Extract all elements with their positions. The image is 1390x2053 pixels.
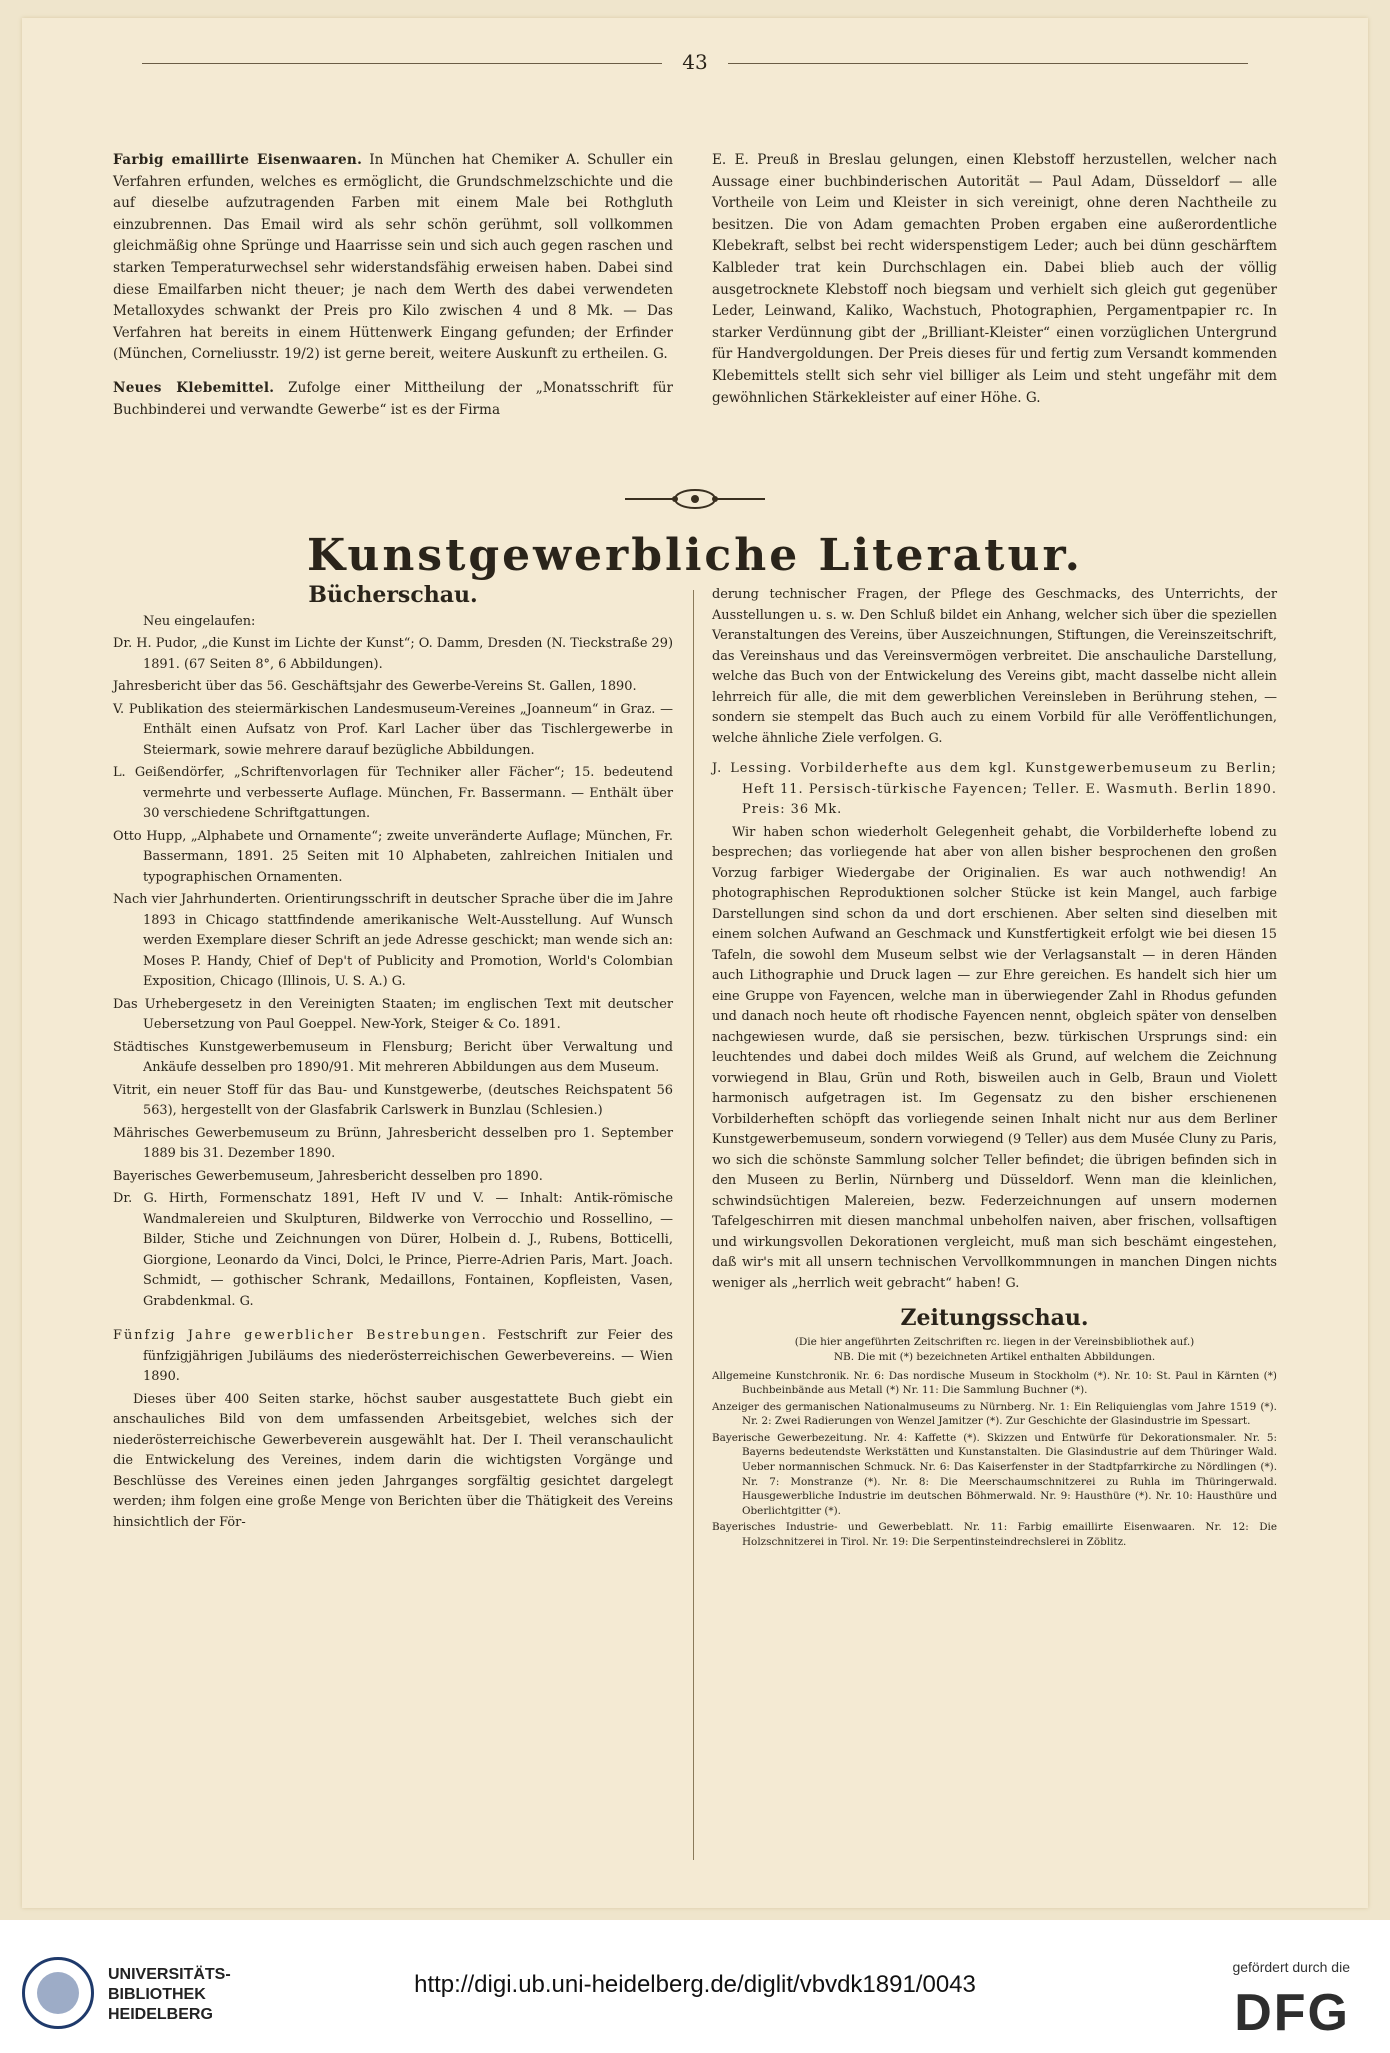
permalink-url[interactable]: http://digi.ub.uni-heidelberg.de/diglit/vbvdk1891/0043: [414, 1971, 976, 1998]
book-entry: Nach vier Jahrhunderten. Orientirungsschrift in deutscher Sprache über die im Jahre 1893 in Chicago stattfindende amerikanische Welt-Ausstellung. Auf Wunsch werden Exemplare dieser Schrift an jede Adresse geschickt; man wende sich an: Moses P. Handy, Chief of Dep't of Publicity and Promotion, World's Colombian Exposition, Chicago (Illinois, U. S. A.) G.: [113, 892, 673, 989]
rule-right: [728, 63, 1248, 64]
zeitungsschau-note: (Die hier angeführten Zeitschriften rc. liegen in der Vereinsbibliothek auf.): [794, 1335, 1195, 1348]
book-entry: Bayerisches Gewerbemuseum, Jahresbericht desselben pro 1890.: [113, 1168, 543, 1184]
book-title: Fünfzig Jahre gewerblicher Bestrebungen.: [113, 1328, 488, 1343]
footer-bar: [0, 1935, 1390, 2053]
journal-entry: Bayerische Gewerbezeitung. Nr. 4: Kaffette (*). Skizzen und Entwürfe für Dekorationsmaler. Nr. 5: Bayerns bedeutendste Werkstätten und Kunstanstalten. Die Glasindustrie auf dem Thüringer Wald. Ueber normannischen Schmuck. Nr. 6: Das Kaiserfenster in der Stadtpfarrkirche zu Nördlingen (*). Nr. 7: Monstranze (*). Nr. 8: Die Meerschaumschnitzerei zu Ruhla im Thüringerwald. Hausgewerbliche Industrie im deutschen Böhmerwald. Nr. 9: Hausthüre (*). Nr. 10: Hausthüre und Oberlichtgitter (*).: [712, 1431, 1277, 1517]
column-buecherschau: [113, 582, 673, 1539]
book-review: Dieses über 400 Seiten starke, höchst sauber ausgestattete Buch giebt ein anschauliches Bild von dem umfassenden Arbeitsgebiet, welches sich der niederösterreichische Gewerbeverein ausgewählt hat. Der I. Theil veranschaulicht die Entwickelung des Vereines, indem darin die wichtigsten Vorgänge und Beschlüsse des Vereines einen jeden Jahrganges sorgfältig gesichtet dargelegt werden; ihm folgen eine große Menge von Berichten über die Thätigkeit des Vereins hinsichtlich der För-: [113, 1391, 673, 1530]
book-entry: Städtisches Kunstgewerbemuseum in Flensburg; Bericht über Verwaltung und Ankäufe desselben pro 1890/91. Mit mehreren Abbildungen aus dem Museum.: [113, 1039, 673, 1075]
book-entry: V. Publikation des steiermärkischen Landesmuseum-Vereines „Joanneum“ in Graz. — Enthält einen Aufsatz von Prof. Karl Lacher über das Tischlergewerbe in Steiermark, sowie mehrere darauf bezügliche Abbildungen.: [113, 701, 673, 758]
article-body: E. E. Preuß in Breslau gelungen, einen Klebstoff herzustellen, welcher nach Aussage einer buchbinderischen Autorität — Paul Adam, Düsseldorf — alle Vortheile von Leim und Kleister in sich vereinigt, ohne deren Nachtheile zu besitzen. Die von Adam gemachten Proben ergaben eine außerordentliche Klebekraft, selbst bei recht widerspenstigem Leder; auch bei dünn geschärftem Kalbleder trat kein Durchschlagen ein. Dabei blieb auch der völlig ausgetrocknete Klebstoff noch biegsam und verhielt sich gleich gut gegenüber Leder, Leinwand, Kaliko, Wachstuch, Photographien, Pergamentpapier rc. In starker Verdünnung gibt der „Brilliant-Kleister“ einen vorzüglichen Untergrund für Handvergoldungen. Der Preis dieses für und fertig zum Versandt kommenden Klebemittels stellt sich sehr viel billiger als Leim und steht ungefähr mit dem gewöhnlichen Stärkekleister auf einer Höhe. G.: [712, 152, 1277, 406]
book-entry: Dr. G. Hirth, Formenschatz 1891, Heft IV und V. — Inhalt: Antik-römische Wandmalereien und Skulpturen, Bildwerke von Verrocchio und Rossellino, — Bilder, Stiche und Zeichnungen von Dürer, Holbein d. J., Rubens, Botticelli, Giorgione, Leonardo da Vinci, Dolci, le Prince, Pierre-Adrien Paris, Mart. Joach. Schmidt, — gothischer Schrank, Medaillons, Fontainen, Kopfleisten, Vasen, Grabdenkmal. G.: [113, 1191, 673, 1309]
article-head: Farbig emaillirte Eisenwaaren.: [113, 152, 363, 168]
institution-line: HEIDELBERG: [108, 2006, 213, 2023]
institution-line: BIBLIOTHEK: [108, 1986, 206, 2003]
review-continuation: derung technischer Fragen, der Pflege des Geschmacks, des Unterrichts, der Ausstellungen u. s. w. Den Schluß bildet ein Anhang, welcher sich über die speziellen Veranstaltungen des Vereins, über Auszeichnungen, Stiftungen, die Vereinszeitschrift, das Vereinshaus und das Vereinsvermögen verbreitet. Die anschauliche Darstellung, welche das Buch von der Entwickelung des Vereins gibt, macht dasselbe nicht allein lehrreich für alle, die mit dem gewerblichen Vereinsleben in Berührung stehen, — sondern sie stempelt das Buch auch zu einem Vorbild für alle Veröffentlichungen, welche ähnliche Ziele verfolgen. G.: [712, 587, 1277, 746]
journal-entry: Allgemeine Kunstchronik. Nr. 6: Das nordische Museum in Stockholm (*). Nr. 10: St. Paul in Kärnten (*) Buchbeinbände aus Metall (*) Nr. 11: Die Sammlung Buchner (*).: [712, 1369, 1277, 1397]
book-entry-fuenfzig: [113, 1326, 673, 1388]
column-top-right: [712, 150, 1277, 415]
book-entry: Mährisches Gewerbemuseum zu Brünn, Jahresbericht desselben pro 1. September 1889 bis 31. Dezember 1890.: [113, 1125, 673, 1161]
column-top-left: [113, 150, 673, 427]
funded-by-text: gefördert durch die: [1232, 1959, 1350, 1975]
article-body: Zufolge einer Mittheilung der „Monatsschrift für Buchbinderei und verwandte Gewerbe“ ist es der Firma: [113, 379, 673, 418]
book-entry: Jahresbericht über das 56. Geschäftsjahr des Gewerbe-Vereins St. Gallen, 1890.: [113, 679, 637, 694]
institution-line: UNIVERSITÄTS-: [108, 1966, 231, 1983]
book-entry: Dr. H. Pudor, „die Kunst im Lichte der Kunst“; O. Damm, Dresden (N. Tieckstraße 29) 1891. (67 Seiten 8°, 6 Abbildungen).: [113, 636, 673, 672]
journal-entry: Anzeiger des germanischen Nationalmuseums zu Nürnberg. Nr. 1: Ein Reliquienglas vom Jahre 1519 (*). Nr. 2: Zwei Radierungen von Wenzel Jamitzer (*). Zur Geschichte der Glasindustrie im Spessart.: [712, 1400, 1277, 1428]
page-number: 43: [682, 50, 708, 74]
rule-left: [142, 63, 662, 64]
journal-entry: Bayerisches Industrie- und Gewerbeblatt. Nr. 11: Farbig emaillirte Eisenwaaren. Nr. 12: Die Holzschnitzerei in Tirol. Nr. 19: Die Serpentinsteindrechslerei in Zöblitz.: [712, 1521, 1277, 1549]
book-details: Festschrift zur Feier des fünfzigjährigen Jubiläums des niederösterreichischen Gewerbevereins. — Wien 1890.: [143, 1328, 673, 1384]
buecherschau-heading: Bücherschau.: [308, 582, 478, 608]
article-klebemittel: [113, 378, 673, 421]
column-divider: [693, 590, 694, 1860]
article-body: In München hat Chemiker A. Schuller ein Verfahren erfunden, welches es ermöglicht, die Grundschmelzschichte und die auf dieselbe aufzutragenden Farben mit einem Male bei Rothgluth einzubrennen. Das Email wird als sehr schön gerühmt, soll vollkommen gleichmäßig ohne Sprünge und Haarrisse sein und sich auch gegen raschen und starken Temperaturwechsel sehr widerstandsfähig erweisen haben. Dabei sind diese Emailfarben nicht theuer; je nach dem Werth des dabei verwendeten Metalloxydes schwankt der Preis pro Kilo zwischen 4 und 8 Mk. — Das Verfahren hat bereits in einem Hüttenwerk Eingang gefunden; der Erfinder (München, Corneliusstr. 19/2) ist gerne bereit, weitere Auskunft zu ertheilen. G.: [113, 152, 673, 363]
dfg-logo: DFG: [1234, 1984, 1350, 2042]
zeitungsschau-list: [712, 1369, 1277, 1550]
book-entry: Das Urhebergesetz in den Vereinigten Staaten; im englischen Text mit deutscher Uebersetzung von Paul Goeppel. New-York, Steiger & Co. 1891.: [113, 996, 673, 1032]
book-entry-lessing: J. Lessing. Vorbilderhefte aus dem kgl. Kunstgewerbemuseum zu Berlin; Heft 11. Persisch-türkische Fayencen; Teller. E. Wasmuth. Berlin 1890. Preis: 36 Mk.: [712, 761, 1277, 817]
article-head: Neues Klebemittel.: [113, 379, 275, 396]
column-right-lower: [712, 585, 1277, 1552]
article-emaillirte: [113, 150, 673, 366]
page-number-line: [0, 50, 1390, 74]
ornament-divider-icon: [620, 485, 770, 513]
zeitungsschau-note: NB. Die mit (*) bezeichneten Artikel enthalten Abbildungen.: [833, 1350, 1156, 1363]
intro-text: Neu eingelaufen:: [143, 613, 256, 629]
book-entry: Vitrit, ein neuer Stoff für das Bau- und Kunstgewerbe, (deutsches Reichspatent 56 563), hergestellt von der Glasfabrik Carlswerk in Bunzlau (Schlesien.): [113, 1082, 673, 1118]
book-review: Wir haben schon wiederholt Gelegenheit gehabt, die Vorbilderhefte lobend zu besprechen; das vorliegende hat aber von allen bisher besprochenen den großen Vorzug farbiger Wiedergabe der Originalien. Es war auch nothwendig! An photographischen Reproduktionen solcher Stücke ist kein Mangel, auch farbige Darstellungen sind schon da und dort erschienen. Aber selten sind dieselben mit einem solchen Aufwand an Geschmack und Kunstfertigkeit erfolgt wie bei diesen 15 Tafeln, die sowohl dem Museum selbst wie der Verlagsanstalt — in deren Händen auch Lithographie und Druck lagen — zur Ehre gereichen. Es handelt sich hier um eine Gruppe von Fayencen, welche man in überwiegender Zahl in Rhodus gefunden und danach noch heute oft rhodische Fayencen nennt, obgleich später von denselben nachgewiesen wurde, daß sie persischen, bezw. türkischen Ursprungs sind: ein leuchtendes und dabei doch mildes Weiß als Grund, auf welchem die Zeichnung vorwiegend in Blau, Grün und Roth, bisweilen auch in Gelb, Braun und Violett harmonisch aufgetragen ist. Im Gegensatz zu den bisher erschienenen Vorbilderheften schöpft das vorliegende seinen Inhalt nicht nur aus dem Berliner Kunstgewerbemuseum, sondern vorwiegend (9 Teller) aus dem Musée Cluny zu Paris, wo sich die schönste Sammlung solcher Teller befindet; die übrigen befinden sich in den Museen zu Berlin, Nürnberg und Düsseldorf. Wenn man die kleinlichen, schwindsüchtigen Malereien, bezw. Federzeichnungen auf unsern modernen Tafelgeschirren mit diesen manchmal unbeholfen naiven, aber frischen, vollsaftigen und wirkungsvollen Dekorationen vergleicht, muß man sich beschämt eingestehen, daß wir's mit all unsern technischen Vervollkommnungen in manchen Dingen nichts weniger als „herrlich weit gebracht“ haben! G.: [712, 824, 1277, 1291]
zeitungsschau-heading: Zeitungsschau.: [900, 1305, 1089, 1331]
section-title: Kunstgewerbliche Literatur.: [307, 530, 1083, 581]
book-entry: Otto Hupp, „Alphabete und Ornamente“; zweite unveränderte Auflage; München, Fr. Bassermann, 1891. 25 Seiten mit 10 Alphabeten, zahlreichen Initialen und typographischen Ornamenten.: [113, 828, 673, 885]
book-entry: L. Geißendörfer, „Schriftenvorlagen für Techniker aller Fächer“; 15. bedeutend vermehrte und verbesserte Auflage. München, Fr. Bassermann. — Enthält über 30 verschiedene Schriftgattungen.: [113, 765, 673, 821]
